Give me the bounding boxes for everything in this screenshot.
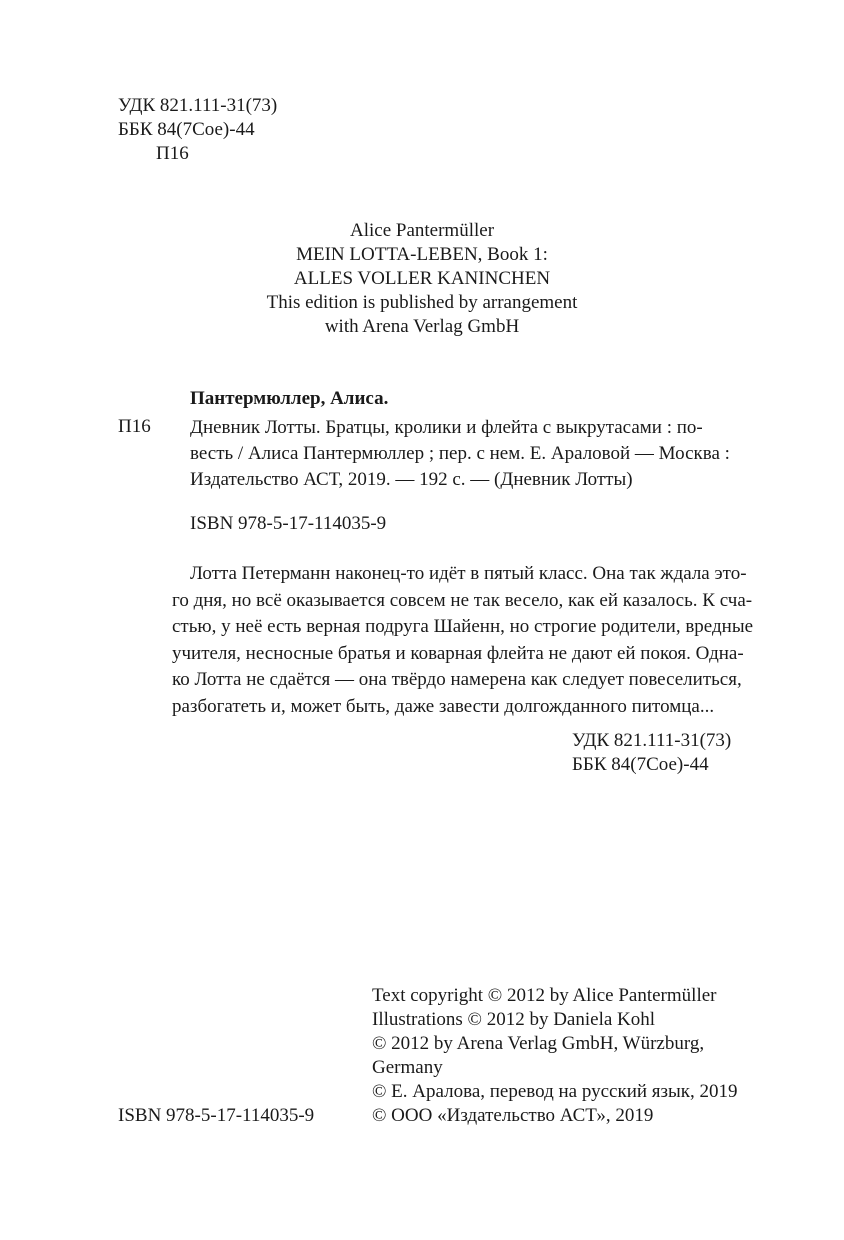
record-heading: Пантермюллер, Алиса. xyxy=(190,388,389,409)
original-edition-block xyxy=(222,219,622,339)
copyright-publisher: © 2012 by Arena Verlag GmbH, Würzburg, xyxy=(372,1033,705,1054)
record-line-2: весть / Алиса Пантермюллер ; пер. с нем. Е. Араловой — Москва : xyxy=(190,443,730,464)
annotation-line: учителя, несносные братья и коварная флейта не дают ей покоя. Одна- xyxy=(172,642,744,664)
original-author: Alice Pantermüller xyxy=(349,220,495,241)
author-mark: П16 xyxy=(156,143,189,164)
copyright-publisher-country: Germany xyxy=(372,1057,443,1078)
annotation-line: ко Лотта не сдаётся — она твёрдо намерена как следует повеселиться, xyxy=(172,669,742,690)
udk-code: УДК 821.111-31(73) xyxy=(572,730,732,751)
record-isbn: ISBN 978-5-17-114035-9 xyxy=(190,513,387,534)
copyright-russian-publisher: © ООО «Издательство АСТ», 2019 xyxy=(372,1105,654,1126)
copyright-block xyxy=(372,984,738,1128)
record-body xyxy=(190,415,744,537)
annotation-line: стью, у неё есть верная подруга Шайенн, но строгие родители, вредные xyxy=(172,616,754,637)
classification-block-bottom xyxy=(572,729,731,777)
bbk-code: ББК 84(7Сое)-44 xyxy=(572,754,709,775)
annotation-line: го дня, но всё оказывается совсем не так весело, как ей казалось. К сча- xyxy=(172,589,753,611)
original-title: ALLES VOLLER KANINCHEN xyxy=(293,268,551,289)
copyright-illustrations: Illustrations © 2012 by Daniela Kohl xyxy=(372,1009,656,1030)
annotation-line: Лотта Петерманн наконец-то идёт в пятый класс. Она так ждала это- xyxy=(190,563,747,584)
copyright-text: Text copyright © 2012 by Alice Pantermüller xyxy=(372,985,717,1006)
arrangement-note-2: with Arena Verlag GmbH xyxy=(324,316,520,337)
bbk-code: ББК 84(7Сое)-44 xyxy=(118,119,255,140)
annotation-line: разбогатеть и, может быть, даже завести долгожданного питомца... xyxy=(172,695,715,717)
record-line-1: Дневник Лотты. Братцы, кролики и флейта с выкрутасами : по- xyxy=(190,417,703,438)
annotation xyxy=(172,561,754,720)
classification-block-top xyxy=(118,94,277,166)
copyright-translation: © Е. Аралова, перевод на русский язык, 2019 xyxy=(372,1081,738,1102)
original-series: MEIN LOTTA-LEBEN, Book 1: xyxy=(296,244,548,265)
arrangement-note-1: This edition is published by arrangement xyxy=(266,292,578,313)
udk-code: УДК 821.111-31(73) xyxy=(118,95,278,116)
record-author-mark: П16 xyxy=(118,416,151,437)
isbn-bottom: ISBN 978-5-17-114035-9 xyxy=(118,1105,315,1126)
record-line-3: Издательство АСТ, 2019. — 192 с. — (Дневник Лотты) xyxy=(190,469,633,490)
